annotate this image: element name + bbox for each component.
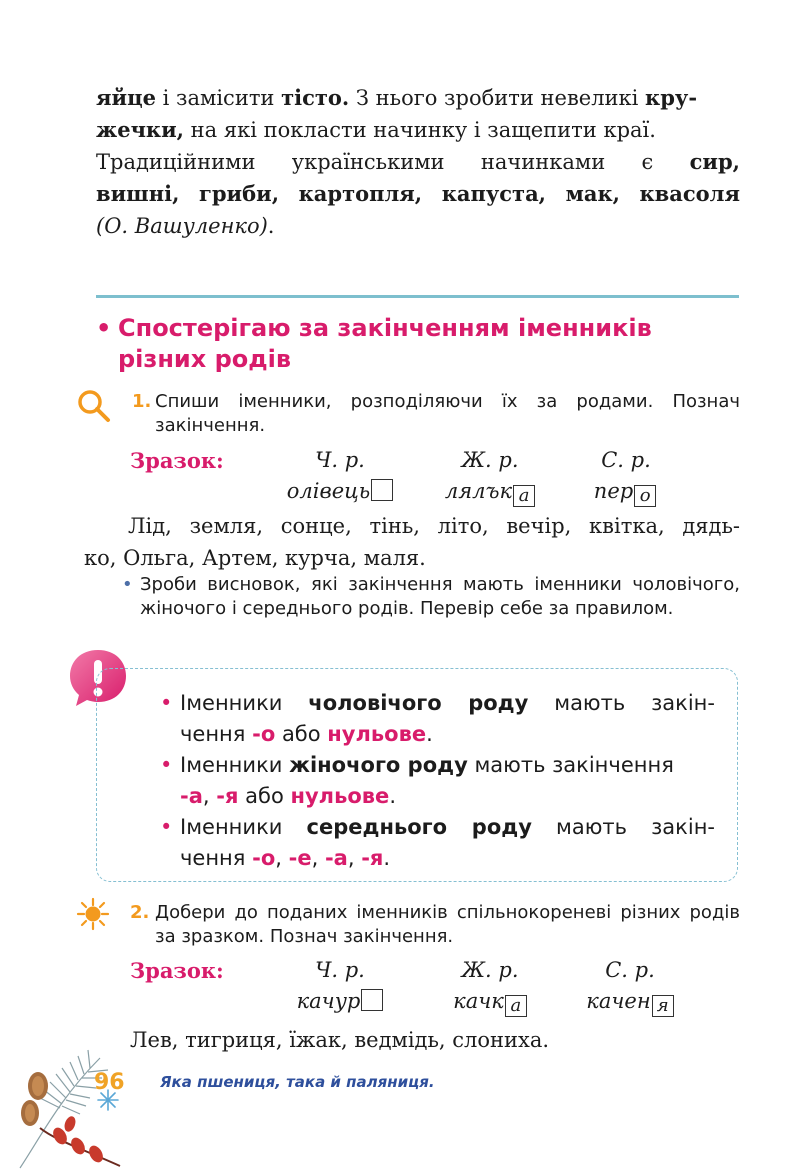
task-text: Зроби висновок, які закінчення мають іменники чоловічого, жіночого і середнього родів. Перевір себе за правилом. — [140, 574, 740, 619]
rule-feminine: • Іменники жіночого роду мають закінчення -а, -я або нульове. — [160, 753, 674, 808]
intro-line-5: (О. Вашуленко). — [96, 214, 275, 238]
rule-list — [160, 688, 715, 874]
task-bullet: • — [122, 574, 133, 595]
intro-line-2: жечки, на які покласти начинку і защепити краї. — [96, 117, 656, 142]
column-feminine: Ж. р. — [461, 958, 519, 982]
ending-box — [361, 989, 383, 1011]
magnifier-icon — [76, 388, 112, 424]
section-divider — [96, 295, 739, 298]
exercise-2-number: 2. — [130, 902, 150, 923]
words-line-1: Лід, земля, сонце, тінь, літо, вечір, квітка, дядь- — [128, 514, 740, 538]
rule-masculine: • Іменники чоловічого роду мають закін- чення -о або нульове. — [160, 691, 715, 746]
ending-box: о — [634, 485, 656, 507]
section-title — [96, 313, 716, 375]
ending-box: а — [505, 995, 527, 1017]
example-masculine: качур — [280, 989, 400, 1013]
intro-line-1: яйце і замісити тісто. З нього зробити невеликі кру- — [96, 85, 698, 110]
exercise-1-number: 1. — [132, 391, 152, 412]
exercise-1-task — [122, 573, 740, 621]
rule-neuter: • Іменники середнього роду мають закін- чення -о, -е, -а, -я. — [160, 815, 715, 870]
ending-box — [371, 479, 393, 501]
intro-line-4: вишні, гриби, картопля, капуста, мак, квасоля — [96, 181, 740, 206]
sample-label: Зразок: — [130, 448, 224, 473]
sample-row-2 — [0, 958, 800, 1018]
intro-paragraph — [96, 82, 740, 242]
proverb-footer: Яка пшениця, така й паляниця. — [160, 1073, 435, 1091]
sample-label: Зразок: — [130, 958, 224, 983]
ending-box: я — [652, 995, 674, 1017]
exercise-1-text: Спиши іменники, розподіляючи їх за родами. Познач закінчення. — [155, 391, 740, 436]
exercise-2-text: Добери до поданих іменників спільнокореневі різних родів за зразком. Познач закінчення. — [155, 902, 740, 947]
words-line-2: ко, Ольга, Артем, курча, маля. — [84, 546, 426, 570]
ending-box: а — [513, 485, 535, 507]
sample-row-1 — [0, 448, 800, 508]
exercise-1-words — [84, 510, 740, 574]
section-title-text: Спостерігаю за закінченням іменників різних родів — [118, 314, 652, 373]
page-number: 96 — [94, 1070, 125, 1095]
example-feminine: качк а — [430, 989, 550, 1017]
exercise-2-words: Лев, тигриця, їжак, ведмідь, слониха. — [130, 1028, 550, 1052]
example-neuter: пер о — [570, 479, 680, 507]
column-feminine: Ж. р. — [461, 448, 519, 472]
section-bullet: • — [96, 314, 112, 342]
column-masculine: Ч. р. — [315, 448, 365, 472]
pine-branch-decoration — [0, 1028, 150, 1171]
example-masculine: олівець — [270, 479, 410, 503]
star-icon — [76, 897, 110, 931]
intro-line-3: Традиційними українськими начинками є сир, — [96, 149, 740, 174]
column-neuter: С. р. — [605, 958, 655, 982]
column-masculine: Ч. р. — [315, 958, 365, 982]
column-neuter: С. р. — [601, 448, 651, 472]
example-neuter: качен я — [570, 989, 690, 1017]
example-feminine: лялък а — [430, 479, 550, 507]
